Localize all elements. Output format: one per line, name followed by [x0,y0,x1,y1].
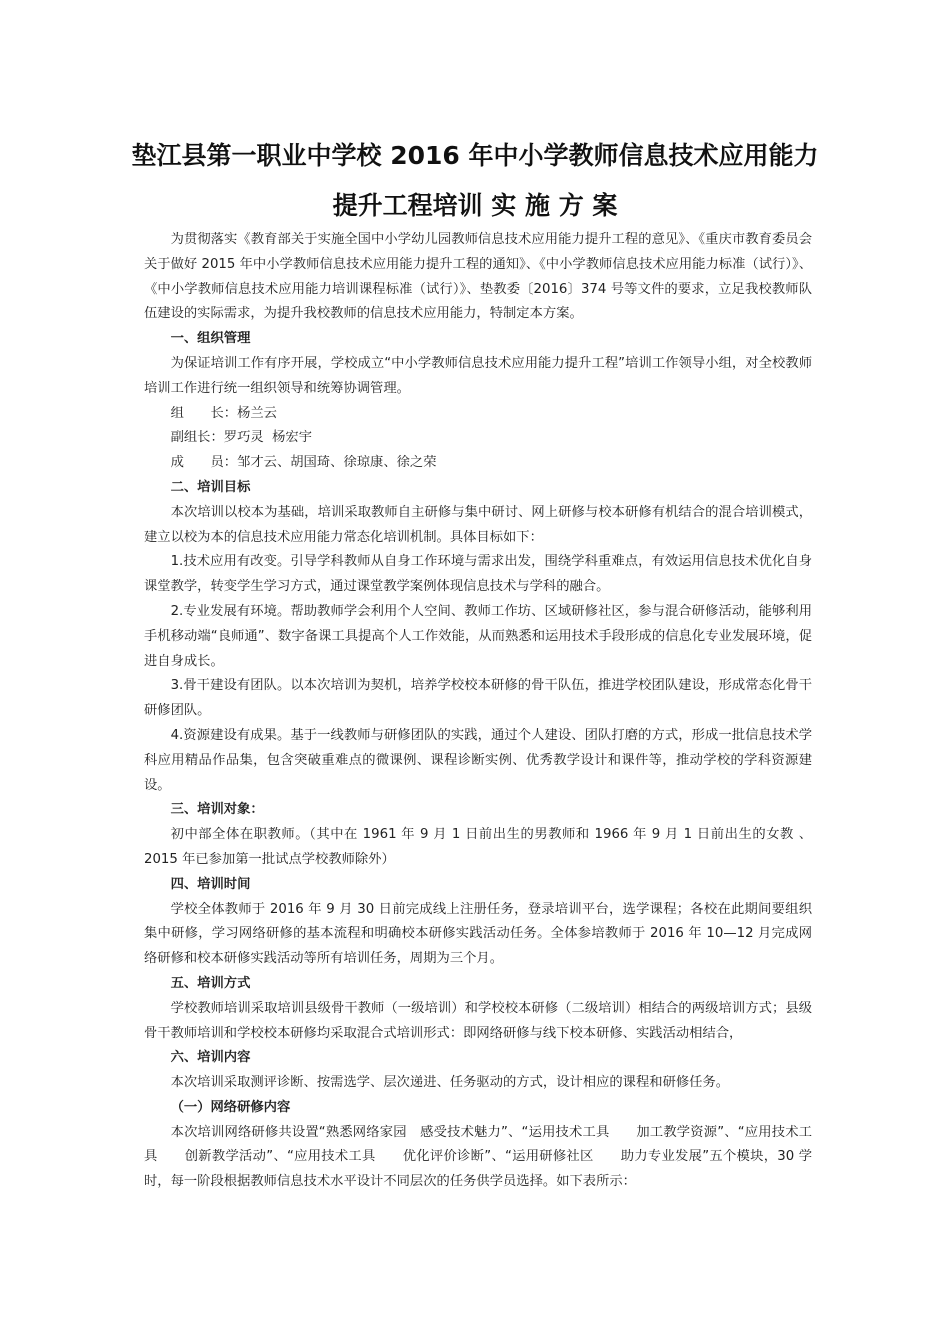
goal-item: 2.专业发展有环境。帮助教师学会利用个人空间、教师工作坊、区域研修社区，参与混合研修活动，能够利用手机移动端“良师通”、数字备课工具提高个人工作效能，从而熟悉和运用技术手段形成的信息化专业发展环境，促进自身成长。 [144,603,812,669]
content-paragraph: 本次培训采取测评诊断、按需选学、层次递进、任务驱动的方式，设计相应的课程和研修任务。 [170,1075,730,1091]
schedule-paragraph: 学校全体教师于 2016 年 9 月 30 日前完成线上注册任务，登录培训平台，选学课程；各校在此期间要组织集中研修，学习网络研修的基本流程和明确校本研修实践活动任务。全体参培教师于 2016 年 10—12 月完成网络研修和校本研修实践活动等所有培训任务，周期为三个月。 [144,901,812,967]
audience-paragraph: 初中部全体在职教师。（其中在 1961 年 9 月 1 日前出生的男教师和 1966 年 9 月 1 日前出生的女教 、2015 年已参加第一批试点学校教师除外） [144,827,812,867]
intro-paragraph: 为贯彻落实《教育部关于实施全国中小学幼儿园教师信息技术应用能力提升工程的意见》、《重庆市教育委员会关于做好 2015 年中小学教师信息技术应用能力提升工程的通知》、《中小学教师信息技术应用能力标准（试行）》、《中小学教师信息技术应用能力培训课程标准（试行）》、垫教委〔2016〕374 号等文件的要求，立足我校教师队伍建设的实际需求，为提升我校教师的信息技术应用能力，特制定本方案。 [144,232,812,322]
deputy-leader-line: 副组长：罗巧灵 杨宏宇 [170,430,313,446]
document-title-line-2: 提升工程培训 实 施 方 案 [332,191,618,220]
section-heading-audience: 三、培训对象： [170,802,264,818]
method-paragraph: 学校教师培训采取培训县级骨干教师（一级培训）和学校校本研修（二级培训）相结合的两级培训方式；县级骨干教师培训和学校校本研修均采取混合式培训形式：即网络研修与线下校本研修、实践活动相结合， [144,1000,812,1041]
section-heading-schedule: 四、培训时间 [170,876,251,892]
online-study-paragraph: 本次培训网络研修共设置“熟悉网络家园 感受技术魅力”、“运用技术工具 加工教学资源”、“应用技术工具 创新教学活动”、“应用技术工具 优化评价诊断”、“运用研修社区 助力专业发展”五个模块，30 学时，每一阶段根据教师信息技术水平设计不同层次的任务供学员选择。如下表所示： [144,1124,812,1190]
section-heading-goals: 二、培训目标 [170,479,251,495]
organization-paragraph: 为保证培训工作有序开展，学校成立“中小学教师信息技术应用能力提升工程”培训工作领导小组，对全校教师培训工作进行统一组织领导和统筹协调管理。 [144,355,812,396]
document-body [144,228,812,1195]
goals-paragraph: 本次培训以校本为基础，培训采取教师自主研修与集中研讨、网上研修与校本研修有机结合的混合培训模式，建立以校为本的信息技术应用能力常态化培训机制。具体目标如下： [144,504,812,545]
goal-item: 3.骨干建设有团队。以本次培训为契机，培养学校校本研修的骨干队伍，推进学校团队建设，形成常态化骨干研修团队。 [144,678,812,719]
goal-item: 4.资源建设有成果。基于一线教师与研修团队的实践，通过个人建设、团队打磨的方式，形成一批信息技术学科应用精品作品集，包含突破重难点的微课例、课程诊断实例、优秀教学设计和课件等，推动学校的学科资源建设。 [144,727,812,793]
section-heading-content: 六、培训内容 [170,1050,251,1066]
section-heading-method: 五、培训方式 [170,975,251,991]
section-heading-organization: 一、组织管理 [170,331,251,347]
document-title-line-1: 垫江县第一职业中学校 2016 年中小学教师信息技术应用能力 [131,141,819,170]
team-leader-line: 组 长：杨兰云 [170,405,277,421]
subsection-heading-online: （一）网络研修内容 [170,1099,291,1115]
goal-item: 1.技术应用有改变。引导学科教师从自身工作环境与需求出发，围绕学科重难点，有效运用信息技术优化自身课堂教学，转变学生学习方式，通过课堂教学案例体现信息技术与学科的融合。 [144,554,812,595]
team-members-line: 成 员：邹才云、胡国琦、徐琼康、徐之荣 [170,455,437,471]
